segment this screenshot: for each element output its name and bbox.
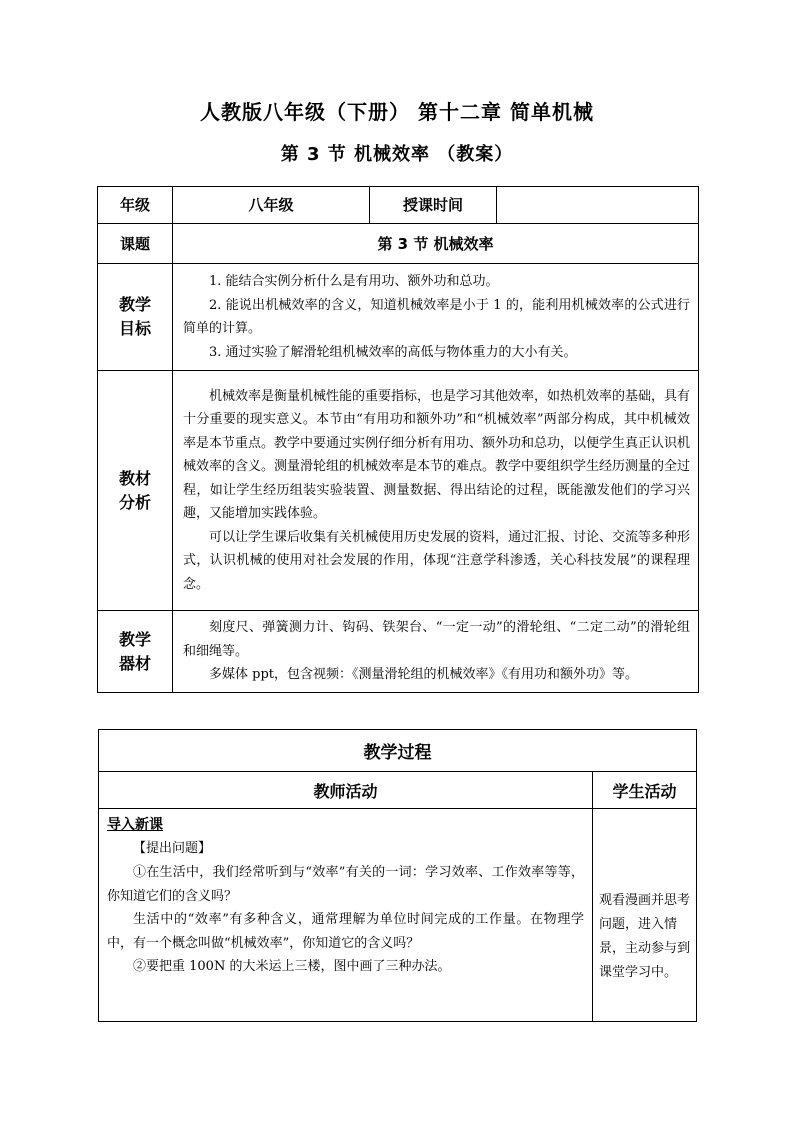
- grade-row: [98, 187, 699, 224]
- teacher-activity-cell: [99, 809, 593, 1022]
- teacher-paragraph: 生活中的“效率”有多种含义，通常理解为单位时间完成的工作量。在物理学中，有一个概念叫做“机械效率”，你知道它的含义吗？: [107, 912, 584, 951]
- teacher-activity-header: 教师活动: [99, 772, 593, 809]
- goal-item: 1. 能结合实例分析什么是有用功、额外功和总功。: [209, 274, 499, 289]
- goals-row: [98, 264, 699, 371]
- time-value: [497, 187, 699, 224]
- teaching-process-table: [98, 729, 697, 1022]
- goal-item: 2. 能说出机械效率的含义，知道机械效率是小于 1 的，能利用机械效率的公式进行简单的计算。: [183, 297, 690, 336]
- intro-row: [99, 809, 697, 1022]
- grade-label: 年级: [98, 187, 173, 224]
- student-activity-header: 学生活动: [593, 772, 697, 809]
- process-title: 教学过程: [99, 730, 697, 772]
- equipment-label-line2: 器材: [118, 653, 151, 673]
- process-header-row: [99, 772, 697, 809]
- topic-value: 第 3 节 机械效率: [173, 224, 699, 264]
- analysis-label: [98, 371, 173, 611]
- goals-label-line1: 教学: [118, 295, 151, 314]
- topic-label: 课题: [98, 224, 173, 264]
- section-title: 导入新课: [107, 817, 163, 833]
- equipment-row: [98, 611, 699, 693]
- document-subtitle: 第 3 节 机械效率 （教案）: [280, 144, 514, 165]
- lesson-info-table: [97, 186, 699, 693]
- teacher-paragraph: ①在生活中，我们经常听到与“效率”有关的一词：学习效率、工作效率等等，你知道它们的含义吗？: [107, 865, 584, 904]
- equipment-content: [173, 611, 699, 693]
- sub-title: 【提出问题】: [133, 841, 212, 856]
- goals-label-line2: 目标: [118, 319, 151, 338]
- goals-label: [98, 264, 173, 371]
- analysis-label-line2: 分析: [118, 492, 151, 512]
- equipment-label: [98, 611, 173, 693]
- time-label: 授课时间: [370, 187, 497, 224]
- analysis-paragraph: 机械效率是衡量机械性能的重要指标，也是学习其他效率，如热机效率的基础，具有十分重要的现实意义。本节由“有用功和额外功”和“机械效率”两部分构成，其中机械效率是本节重点。教学中要通过实例仔细分析有用功、额外功和总功，以便学生真正认识机械效率的含义。测量滑轮组的机械效率是本节的难点。教学中要组织学生经历测量的全过程，如让学生经历组装实验装置、测量数据、得出结论的过程，既能激发他们的学习兴趣，又能增加实践体验。: [183, 388, 691, 522]
- equipment-item: 多媒体 ppt，包含视频：《测量滑轮组的机械效率》《有用功和额外功》等。: [209, 667, 639, 683]
- process-title-row: [99, 730, 697, 772]
- analysis-label-line1: 教材: [118, 468, 151, 488]
- analysis-content: [173, 371, 699, 611]
- analysis-paragraph: 可以让学生课后收集有关机械使用历史发展的资料，通过汇报、讨论、交流等多种形式，认识机械的使用对社会发展的作用，体现“注意学科渗透，关心科技发展”的课程理念。: [183, 529, 691, 592]
- equipment-item: 刻度尺、弹簧测力计、钩码、铁架台、“一定一动”的滑轮组、“二定二动”的滑轮组和细绳等。: [183, 620, 690, 659]
- student-activity-cell: 观看漫画并思考问题，进入情景，主动参与到课堂学习中。: [593, 809, 697, 1022]
- analysis-row: [98, 371, 699, 611]
- grade-value: 八年级: [173, 187, 370, 224]
- equipment-label-line1: 教学: [118, 629, 151, 649]
- document-title: 人教版八年级（下册） 第十二章 简单机械: [200, 100, 594, 124]
- teacher-paragraph: ②要把重 100N 的大米运上三楼，图中画了三种办法。: [133, 959, 451, 974]
- topic-row: [98, 224, 699, 264]
- goals-content: [173, 264, 699, 371]
- goal-item: 3. 通过实验了解滑轮组机械效率的高低与物体重力的大小有关。: [209, 344, 577, 360]
